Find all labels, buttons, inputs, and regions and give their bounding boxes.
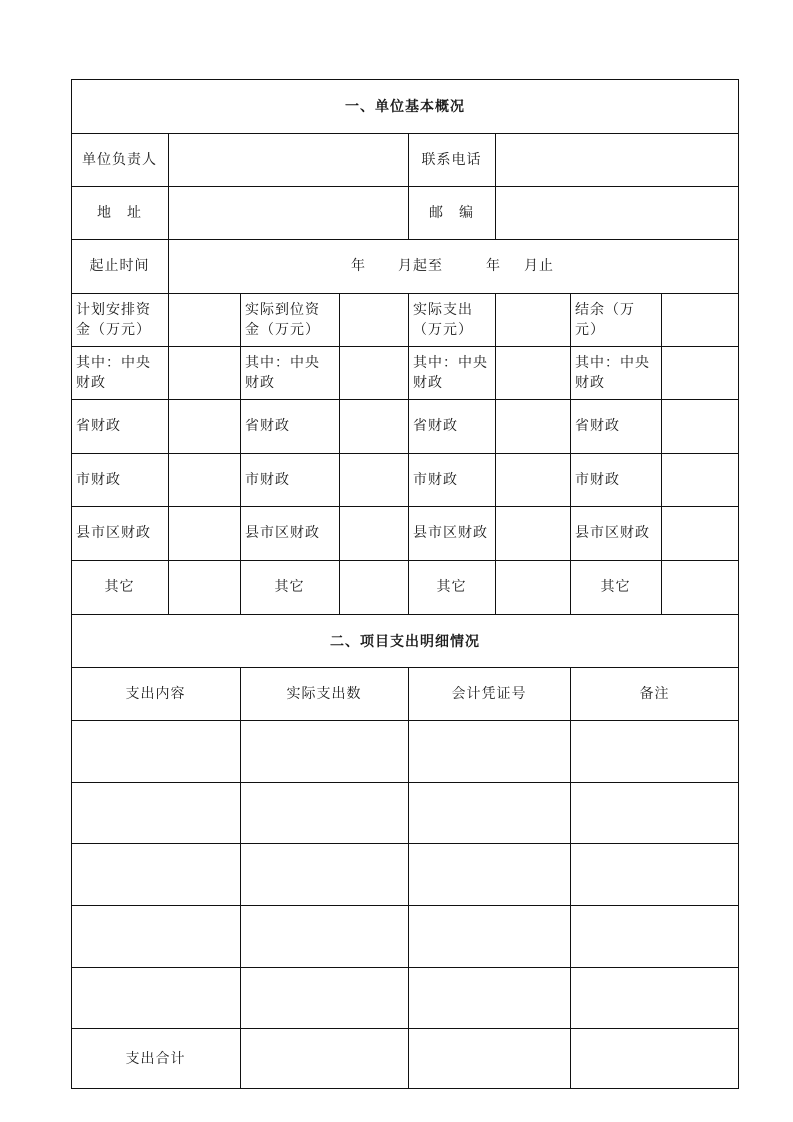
expenditure-form: [71, 79, 739, 1089]
municipal-finance-label: 市财政: [413, 471, 458, 488]
received-funds-label: 实际到位资 金（万元）: [245, 301, 320, 338]
municipal-finance-label: 市财政: [575, 471, 620, 488]
total-label: 支出合计: [125, 1050, 186, 1067]
period-year-to: 年: [486, 258, 501, 274]
central-finance-label: 其中：中央 财政: [575, 354, 650, 391]
municipal-finance-label: 市财政: [245, 471, 290, 488]
column-header-remarks: 备注: [639, 685, 670, 702]
other-funds-label: 其它: [600, 579, 631, 595]
provincial-finance-label: 省财政: [575, 418, 620, 434]
column-header-content: 支出内容: [125, 685, 186, 702]
column-header-amount: 实际支出数: [286, 685, 362, 702]
section1-title: 一、单位基本概况: [345, 99, 465, 115]
county-finance-label: 县市区财政: [575, 525, 650, 541]
address-label: 地 址: [97, 204, 142, 221]
period-year-from: 年: [351, 258, 366, 274]
provincial-finance-label: 省财政: [76, 418, 121, 434]
actual-spend-label: 实际支出 （万元）: [413, 301, 473, 338]
county-finance-label: 县市区财政: [245, 525, 320, 541]
balance-label: 结余（万 元）: [575, 301, 635, 338]
planned-funds-label: 计划安排资 金（万元）: [76, 301, 151, 338]
central-finance-label: 其中：中央 财政: [413, 354, 488, 391]
period-label: 起止时间: [89, 258, 150, 274]
municipal-finance-label: 市财政: [76, 471, 121, 488]
county-finance-label: 县市区财政: [76, 525, 151, 541]
other-funds-label: 其它: [274, 579, 305, 595]
other-funds-label: 其它: [104, 579, 135, 595]
postcode-label: 邮 编: [429, 204, 474, 221]
central-finance-label: 其中：中央 财政: [76, 354, 151, 391]
central-finance-label: 其中：中央 财政: [245, 354, 320, 391]
unit-head-label: 单位负责人: [82, 151, 157, 168]
table-border: [71, 79, 739, 1089]
other-funds-label: 其它: [436, 579, 467, 595]
phone-label: 联系电话: [421, 151, 482, 168]
section2-title: 二、项目支出明细情况: [330, 633, 480, 650]
provincial-finance-label: 省财政: [413, 418, 458, 434]
period-month-to: 月止: [524, 258, 554, 274]
column-header-voucher: 会计凭证号: [451, 685, 527, 702]
period-month-from: 月起至: [398, 258, 443, 274]
provincial-finance-label: 省财政: [245, 418, 290, 434]
county-finance-label: 县市区财政: [413, 525, 488, 541]
